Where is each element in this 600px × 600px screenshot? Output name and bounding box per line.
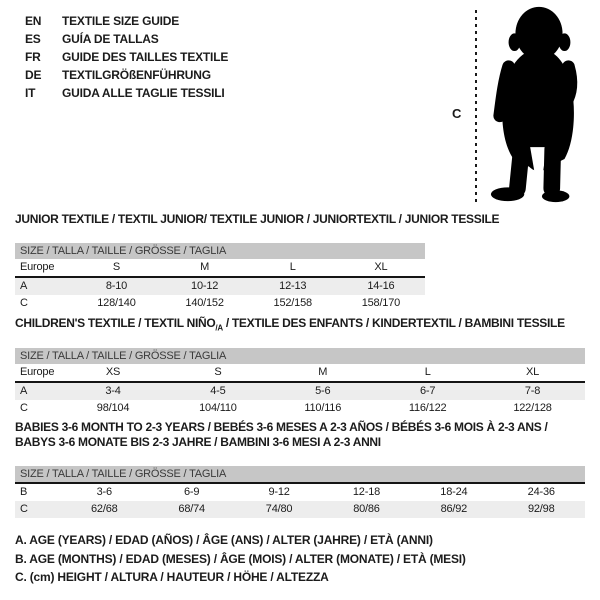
table-row bbox=[15, 295, 425, 312]
value-cell: 6-9 bbox=[184, 486, 200, 498]
height-measure-dashed-line bbox=[475, 10, 477, 206]
table-header-bar: SIZE / TALLA / TAILLE / GRÖSSE / TAGLIA bbox=[15, 348, 585, 364]
title-text: CHILDREN'S TEXTILE / TEXTIL NIÑO bbox=[15, 316, 216, 330]
legend-line: B. AGE (MONTHS) / EDAD (MESES) / ÂGE (MOIS) / ALTER (MONATE) / ETÀ (MESI) bbox=[15, 551, 466, 566]
language-code: ES bbox=[25, 32, 41, 46]
row-label-cell: Europe bbox=[20, 366, 55, 378]
value-cell: 140/152 bbox=[185, 297, 224, 309]
section-title-line bbox=[15, 435, 547, 450]
value-cell: 158/170 bbox=[361, 297, 401, 309]
value-cell: 24-36 bbox=[527, 486, 555, 498]
value-cell: L bbox=[289, 261, 296, 273]
language-row bbox=[25, 30, 228, 48]
value-cell: 62/68 bbox=[91, 503, 118, 515]
table-row bbox=[15, 501, 585, 518]
language-row bbox=[25, 84, 228, 102]
table-row bbox=[15, 364, 585, 383]
title-text: JUNIOR TEXTILE / TEXTIL JUNIOR/ TEXTILE JUNIOR / JUNIORTEXTIL / JUNIOR TESSILE bbox=[15, 212, 500, 226]
value-cell: 128/140 bbox=[97, 297, 136, 309]
language-code: IT bbox=[25, 86, 36, 100]
value-cell: 12-13 bbox=[279, 280, 307, 292]
value-cell: L bbox=[424, 366, 431, 378]
value-cell: 6-7 bbox=[420, 385, 436, 397]
title-text: /A bbox=[215, 323, 223, 333]
row-label-cell: C bbox=[20, 297, 28, 309]
value-cell: 110/116 bbox=[304, 402, 342, 414]
value-cell: 18-24 bbox=[440, 486, 468, 498]
row-label-cell: Europe bbox=[20, 261, 55, 273]
value-cell: 152/158 bbox=[273, 297, 312, 309]
title-text: BABYS 3-6 MONATE BIS 2-3 JAHRE / BAMBINI 3-6 MESI A 2-3 ANNI bbox=[15, 435, 381, 449]
value-cell: M bbox=[200, 261, 210, 273]
value-cell: 86/92 bbox=[440, 503, 468, 515]
language-row bbox=[25, 48, 228, 66]
title-text: BABIES 3-6 MONTH TO 2-3 YEARS / BEBÉS 3-6 MESES A 2-3 AÑOS / BÉBÉS 3-6 MOIS À 2-3 ANS / bbox=[15, 420, 548, 434]
measurement-legend bbox=[15, 531, 466, 587]
value-cell: 10-12 bbox=[191, 280, 219, 292]
value-cell: 68/74 bbox=[178, 503, 205, 515]
table-header-bar: SIZE / TALLA / TAILLE / GRÖSSE / TAGLIA bbox=[15, 466, 585, 484]
value-cell: 80/86 bbox=[353, 503, 380, 515]
height-measure-label: C bbox=[452, 106, 462, 121]
language-row bbox=[25, 12, 228, 30]
junior-section-title bbox=[15, 212, 499, 227]
row-label-cell: A bbox=[20, 280, 28, 292]
value-cell: 92/98 bbox=[527, 503, 555, 515]
section-title-line bbox=[15, 420, 547, 435]
legend-line: C. (cm) HEIGHT / ALTURA / HAUTEUR / HÖHE / ALTEZZA bbox=[15, 570, 329, 584]
section-title-line bbox=[15, 212, 499, 227]
language-code: DE bbox=[25, 68, 42, 82]
children-section-title bbox=[15, 316, 565, 335]
table-row bbox=[15, 383, 585, 400]
language-label: TEXTILGRÖßENFÜHRUNG bbox=[62, 68, 211, 82]
language-list bbox=[25, 12, 228, 102]
table-row bbox=[15, 484, 585, 501]
value-cell: 116/122 bbox=[408, 402, 447, 414]
babies-section-title bbox=[15, 420, 547, 450]
baby-silhouette-icon bbox=[480, 2, 598, 208]
legend-line: A. AGE (YEARS) / EDAD (AÑOS) / ÂGE (ANS) / ALTER (JAHRE) / ETÀ (ANNI) bbox=[15, 533, 433, 547]
value-cell: 14-16 bbox=[367, 280, 395, 292]
value-cell: 98/104 bbox=[96, 402, 130, 414]
table-header-bar: SIZE / TALLA / TAILLE / GRÖSSE / TAGLIA bbox=[15, 243, 425, 259]
title-text: / TEXTILE DES ENFANTS / KINDERTEXTIL / BAMBINI TESSILE bbox=[222, 316, 565, 330]
value-cell: 7-8 bbox=[524, 385, 541, 397]
babies-size-table bbox=[15, 466, 585, 518]
value-cell: 9-12 bbox=[268, 486, 290, 498]
table-row bbox=[15, 278, 425, 295]
row-label-cell: B bbox=[20, 486, 28, 498]
value-cell: XL bbox=[526, 366, 540, 378]
value-cell: XS bbox=[105, 366, 121, 378]
value-cell: S bbox=[214, 366, 222, 378]
children-size-table bbox=[15, 348, 585, 417]
value-cell: S bbox=[112, 261, 121, 273]
row-label-cell: A bbox=[20, 385, 28, 397]
value-cell: 3-4 bbox=[105, 385, 121, 397]
value-cell: XL bbox=[374, 261, 388, 273]
table-row bbox=[15, 400, 585, 417]
value-cell: 12-18 bbox=[352, 486, 381, 498]
language-label: GUIDE DES TAILLES TEXTILE bbox=[62, 50, 229, 64]
row-label-cell: C bbox=[20, 503, 28, 515]
value-cell: 5-6 bbox=[315, 385, 331, 397]
language-code: FR bbox=[25, 50, 41, 64]
language-row bbox=[25, 66, 228, 84]
value-cell: 74/80 bbox=[265, 503, 293, 515]
row-label-cell: C bbox=[20, 402, 28, 414]
language-label: GUÍA DE TALLAS bbox=[62, 32, 159, 46]
value-cell: 4-5 bbox=[210, 385, 226, 397]
junior-size-table bbox=[15, 243, 425, 312]
value-cell: M bbox=[318, 366, 328, 378]
value-cell: 104/110 bbox=[199, 402, 237, 414]
table-row bbox=[15, 259, 425, 278]
language-code: EN bbox=[25, 14, 42, 28]
value-cell: 3-6 bbox=[96, 486, 112, 498]
language-label: TEXTILE SIZE GUIDE bbox=[62, 14, 180, 28]
section-title-line bbox=[15, 316, 565, 335]
language-label: GUIDA ALLE TAGLIE TESSILI bbox=[62, 86, 225, 100]
value-cell: 8-10 bbox=[105, 280, 128, 292]
value-cell: 122/128 bbox=[513, 402, 552, 414]
